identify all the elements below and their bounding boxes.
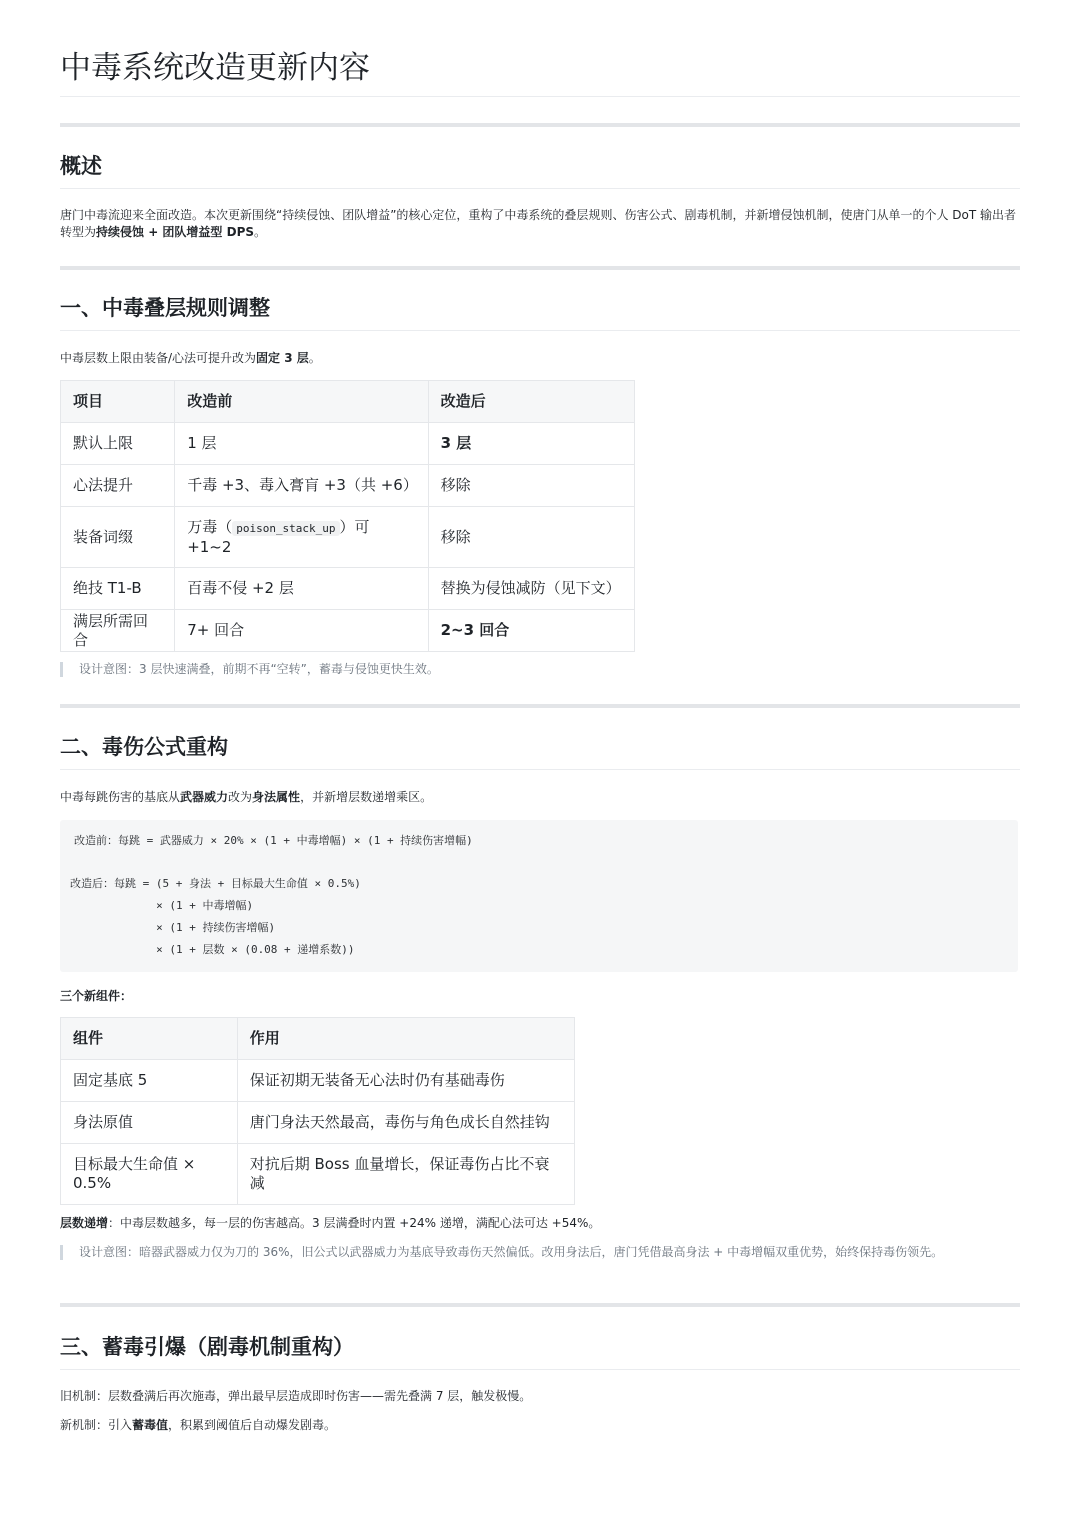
old-mechanism-text: 旧机制：层数叠满后再次施毒，弹出最早层造成即时伤害——需先叠满 7 层，触发极慢。 (60, 1389, 532, 1403)
divider (60, 1303, 1020, 1307)
table-row (61, 1060, 575, 1102)
page-title: 中毒系统改造更新内容 (60, 48, 1020, 97)
components-label: 三个新组件： (60, 989, 133, 1003)
table-cell: 绝技 T1-B (61, 568, 175, 610)
table-cell: 固定基底 5 (61, 1060, 238, 1102)
table-cell: 替换为侵蚀减防（见下文） (428, 568, 634, 610)
formula-code-block (60, 820, 1018, 972)
table-cell: 千毒 +3、毒入膏肓 +3（共 +6） (175, 465, 428, 507)
table-header: 改造后 (428, 381, 634, 423)
table-cell: 心法提升 (61, 465, 175, 507)
section1-heading: 一、中毒叠层规则调整 (60, 292, 1020, 331)
divider (60, 123, 1020, 127)
table-header: 组件 (61, 1018, 238, 1060)
table-cell: 装备词缀 (61, 507, 175, 568)
inline-code: poison_stack_up (232, 521, 339, 536)
code-line: 改造后：每跳 = (5 + 身法 + 目标最大生命值 × 0.5%) (70, 877, 361, 890)
design-note-quote: 设计意图：3 层快速满叠，前期不再“空转”，蓄毒与侵蚀更快生效。 (60, 662, 1009, 677)
table-header: 项目 (61, 381, 175, 423)
table-cell: 移除 (428, 507, 634, 568)
table-cell: 目标最大生命值 × 0.5% (61, 1144, 238, 1205)
table-cell: 保证初期无装备无心法时仍有基础毒伤 (237, 1060, 574, 1102)
table-cell: 1 层 (175, 423, 428, 465)
table-cell: 唐门身法天然最高，毒伤与角色成长自然挂钩 (237, 1102, 574, 1144)
table-row (61, 465, 635, 507)
table-row (61, 568, 635, 610)
design-note-quote: 设计意图：暗器武器威力仅为刀的 36%，旧公式以武器威力为基底导致毒伤天然偏低。改用身法后，唐门凭借最高身法 + 中毒增幅双重优势，始终保持毒伤领先。 (60, 1245, 1009, 1260)
code-line: × (1 + 持续伤害增幅) (70, 921, 276, 934)
table-row (61, 423, 635, 465)
section2-intro: 中毒每跳伤害的基底从武器威力改为身法属性，并新增层数递增乘区。 (60, 790, 433, 804)
table-cell: 满层所需回合 (61, 610, 175, 652)
table-row (61, 1144, 575, 1205)
new-mechanism-text: 新机制：引入蓄毒值，积累到阈值后自动爆发剧毒。 (60, 1418, 337, 1432)
overview-heading: 概述 (60, 150, 1020, 189)
table-row (61, 507, 635, 568)
table-cell: 对抗后期 Boss 血量增长，保证毒伤占比不衰减 (237, 1144, 574, 1205)
stack-increment-text: 层数递增：中毒层数越多，每一层的伤害越高。3 层满叠时内置 +24% 递增，满配心法可达 +54%。 (60, 1216, 601, 1230)
table-header-row (61, 381, 635, 423)
section2-heading: 二、毒伤公式重构 (60, 731, 1020, 770)
table-cell: 2~3 回合 (428, 610, 634, 652)
table-row (61, 1102, 575, 1144)
code-line: 改造前：每跳 = 武器威力 × 20% × (1 + 中毒增幅) × (1 + 持续伤害增幅) (74, 834, 473, 847)
code-line: × (1 + 中毒增幅) (70, 899, 254, 912)
divider (60, 704, 1020, 708)
overview-text: 唐门中毒流迎来全面改造。本次更新围绕“持续侵蚀、团队增益”的核心定位，重构了中毒系统的叠层规则、伤害公式、剧毒机制，并新增侵蚀机制，使唐门从单一的个人 DoT 输出者转型为持续侵蚀 + 团队增益型 DPS。 (60, 208, 1016, 239)
table-header: 改造前 (175, 381, 428, 423)
table-header: 作用 (237, 1018, 574, 1060)
table-header-row (61, 1018, 575, 1060)
stack-rules-table (60, 380, 635, 652)
table-cell: 默认上限 (61, 423, 175, 465)
table-row (61, 610, 635, 652)
table-cell: 3 层 (428, 423, 634, 465)
table-cell: 移除 (428, 465, 634, 507)
section1-intro: 中毒层数上限由装备/心法可提升改为固定 3 层。 (60, 351, 321, 365)
table-cell: 百毒不侵 +2 层 (175, 568, 428, 610)
section3-heading: 三、蓄毒引爆（剧毒机制重构） (60, 1331, 1020, 1370)
table-cell: 7+ 回合 (175, 610, 428, 652)
code-line: × (1 + 层数 × (0.08 + 递增系数)) (70, 943, 355, 956)
table-cell: 身法原值 (61, 1102, 238, 1144)
divider (60, 266, 1020, 270)
table-cell: 万毒（ poison_stack_up ）可 +1~2 (175, 507, 428, 568)
components-table (60, 1017, 575, 1205)
